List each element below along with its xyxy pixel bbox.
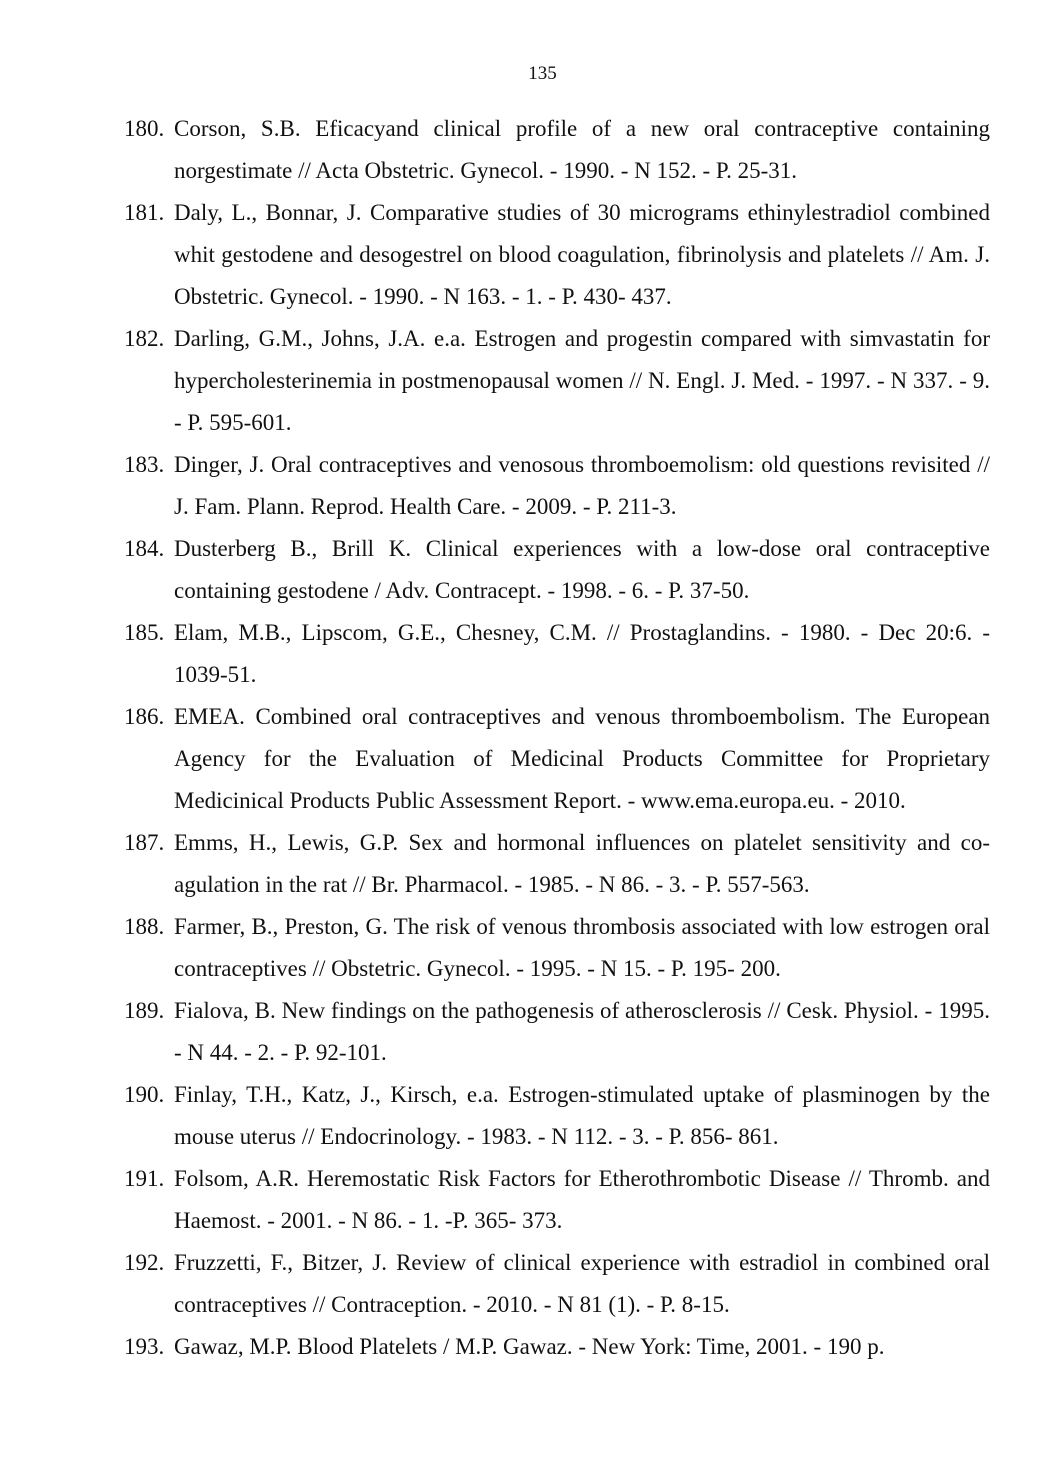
page-number: 135 (528, 63, 557, 84)
reference-text: Fialova, B. New findings on the pathogenesis of atherosclerosis // Cesk. Physiol. - 1995. - N 44. - 2. - P. 92-101. (174, 998, 990, 1065)
reference-number: 193. (124, 1334, 165, 1359)
reference-item (124, 1074, 990, 1158)
reference-number: 192. (124, 1250, 165, 1275)
reference-number: 191. (124, 1166, 165, 1191)
reference-number: 185. (124, 620, 165, 645)
reference-text: Corson, S.B. Eficacyand clinical profile of a new oral contraceptive containing norgestimate // Acta Obstetric. Gynecol. - 1990. - N 152. - P. 25-31. (174, 116, 990, 183)
reference-text: Emms, H., Lewis, G.P. Sex and hormonal influences on platelet sensitivity and coagulation in the rat // Br. Pharmacol. - 1985. - N 86. - 3. - P. 557-563. (174, 830, 990, 897)
reference-item (124, 528, 990, 612)
reference-text: EMEA. Combined oral contraceptives and venous thromboembolism. The European Agency for the Evaluation of Medicinal Products Committee for Proprietary Medicinical Products Public Assessment Report. - www.ema.europa.eu. - 2010. (174, 704, 990, 813)
reference-number: 183. (124, 452, 165, 477)
reference-text: Daly, L., Bonnar, J. Comparative studies of 30 micrograms ethinylestradiol combined whit gestodene and desogestrel on blood coagulation, fibrinolysis and platelets // Am. J. Obstetric. Gynecol. - 1990. - N 163. - 1. - P. 430- 437. (174, 200, 990, 309)
reference-text: Farmer, B., Preston, G. The risk of venous thrombosis associated with low estrogen oral contraceptives // Obstetric. Gynecol. - 1995. - N 15. - P. 195- 200. (174, 914, 990, 981)
reference-number: 188. (124, 914, 165, 939)
reference-item (124, 318, 990, 444)
reference-number: 181. (124, 200, 165, 225)
reference-text: Darling, G.M., Johns, J.A. e.a. Estrogen and progestin compared with simvastatin for hypercholesterinemia in postmenopausal women // N. Engl. J. Med. - 1997. - N 337. - 9. - P. 595-601. (174, 326, 990, 435)
reference-text: Dinger, J. Oral contraceptives and venosous thromboemolism: old questions revisited // J. Fam. Plann. Reprod. Health Care. - 2009. - P. 211-3. (174, 452, 990, 519)
reference-item (124, 1242, 990, 1326)
reference-item (124, 696, 990, 822)
reference-list (124, 108, 990, 1368)
reference-item (124, 1158, 990, 1242)
reference-text: Elam, M.B., Lipscom, G.E., Chesney, C.M. // Prostaglandins. - 1980. - Dec 20:6. - 1039-51. (174, 620, 990, 687)
reference-number: 187. (124, 830, 165, 855)
reference-number: 180. (124, 116, 165, 141)
reference-item (124, 108, 990, 192)
reference-item (124, 906, 990, 990)
reference-text: Finlay, T.H., Katz, J., Kirsch, e.a. Estrogen-stimulated uptake of plasminogen by the mouse uterus // Endocrinology. - 1983. - N 112. - 3. - P. 856- 861. (174, 1082, 990, 1149)
reference-number: 189. (124, 998, 165, 1023)
reference-text: Gawaz, M.P. Blood Platelets / M.P. Gawaz. - New York: Time, 2001. - 190 p. (174, 1334, 885, 1359)
reference-item (124, 444, 990, 528)
reference-number: 184. (124, 536, 165, 561)
reference-number: 190. (124, 1082, 165, 1107)
reference-number: 186. (124, 704, 165, 729)
reference-number: 182. (124, 326, 165, 351)
reference-text: Folsom, A.R. Heremostatic Risk Factors for Etherothrombotic Disease // Thromb. and Haemost. - 2001. - N 86. - 1. -P. 365- 373. (174, 1166, 990, 1233)
reference-item (124, 612, 990, 696)
reference-text: Fruzzetti, F., Bitzer, J. Review of clinical experience with estradiol in combined oral contraceptives // Contraception. - 2010. - N 81 (1). - P. 8-15. (174, 1250, 990, 1317)
reference-item (124, 1326, 990, 1368)
reference-item (124, 822, 990, 906)
reference-item (124, 192, 990, 318)
reference-item (124, 990, 990, 1074)
reference-text: Dusterberg B., Brill K. Clinical experiences with a low-dose oral contraceptive containing gestodene / Adv. Contracept. - 1998. - 6. - P. 37-50. (174, 536, 990, 603)
